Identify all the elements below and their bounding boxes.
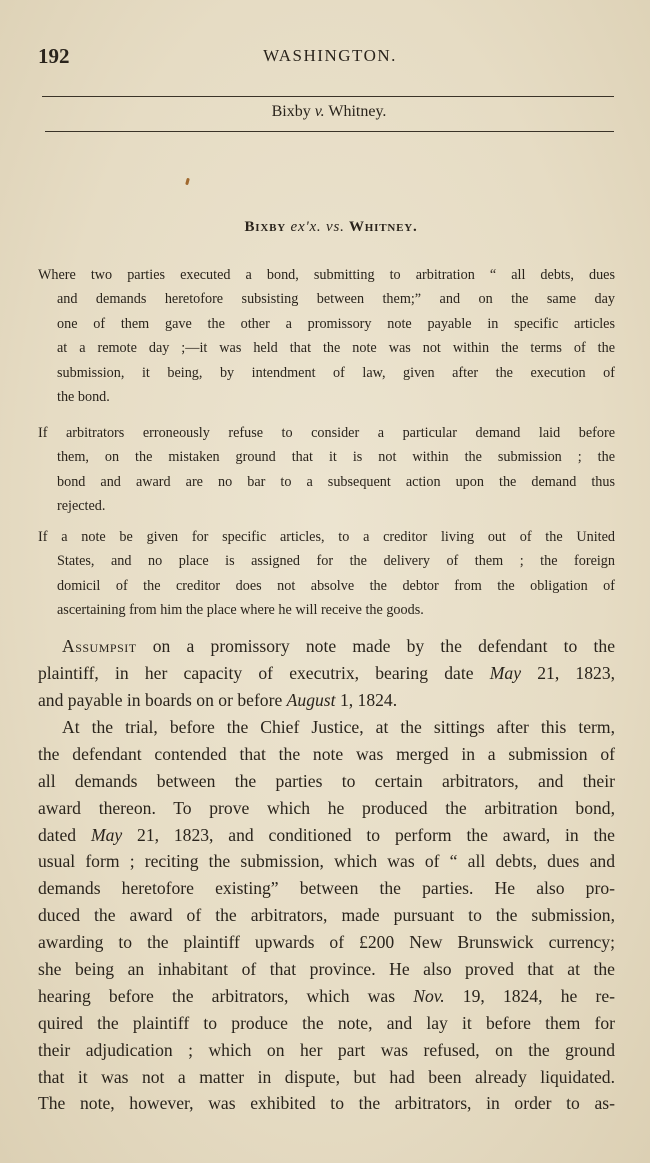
text-segment: all demands between the parties to certain arbitrators, and their xyxy=(38,770,615,791)
text-segment: duced the award of the arbitrators, made pursuant to the submission, xyxy=(38,905,615,926)
headnote-line: one of them gave the other a promissory note payable in specific articles xyxy=(57,315,615,332)
body-line xyxy=(38,822,615,849)
text-segment: hearing before the arbitrators, which was xyxy=(38,985,414,1006)
text-segment: 19, 1824, he re- xyxy=(444,985,615,1006)
headnote-line: at a remote day ;—it was held that the note was not within the terms of the xyxy=(57,340,615,357)
italic-text: August xyxy=(286,689,336,710)
italic-text: May xyxy=(90,824,123,845)
headnote-line: and demands heretofore subsisting between them;” and on the same day xyxy=(57,291,615,308)
body-line xyxy=(38,848,615,875)
header-rule-top xyxy=(42,96,614,97)
text-segment: awarding to the plaintiff upwards of £200 New Brunswick currency; xyxy=(38,932,615,953)
headnote-line: bond and award are no bar to a subsequent action upon the demand thus xyxy=(57,473,615,490)
page-number: 192 xyxy=(38,44,70,68)
title-party-2: Whitney. xyxy=(348,219,418,235)
header-rule-bottom xyxy=(45,131,614,132)
headnote-3 xyxy=(38,525,615,623)
text-segment: usual form ; reciting the submission, which was of “ all debts, dues and xyxy=(38,851,615,872)
text-segment: 1, 1824. xyxy=(335,689,398,710)
headnote-line: States, and no place is assigned for the delivery of them ; the foreign xyxy=(57,553,615,570)
case-running-title xyxy=(0,103,650,121)
text-segment: 21, 1823, and conditioned to perform the award, in the xyxy=(122,824,615,845)
small-caps-text: Assumpsit xyxy=(62,636,137,656)
case-versus: v. xyxy=(314,103,325,120)
body-line xyxy=(38,768,615,795)
text-segment: demands heretofore existing” between the parties. He also pro- xyxy=(38,878,615,899)
case-title xyxy=(0,219,650,236)
body-line xyxy=(38,741,615,768)
italic-text: Nov. xyxy=(413,985,445,1006)
headnote-line: If arbitrators erroneously refuse to consider a particular demand laid before xyxy=(38,425,615,441)
body-line xyxy=(38,1037,615,1064)
text-segment: that it was not a matter in dispute, but had been already liquidated. xyxy=(38,1066,615,1087)
body-line xyxy=(38,1010,615,1037)
headnote-line: the bond. xyxy=(57,388,110,405)
italic-text: May xyxy=(489,662,522,683)
text-segment: award thereon. To prove which he produced the arbitration bond, xyxy=(38,797,615,818)
headnote-1 xyxy=(38,263,615,409)
case-party-1: Bixby xyxy=(271,103,311,120)
text-segment: At the trial, before the Chief Justice, at the sittings after this term, xyxy=(62,717,615,737)
text-segment: dated xyxy=(38,824,91,845)
body-line xyxy=(38,956,615,983)
body-line xyxy=(38,714,615,741)
running-head: WASHINGTON. xyxy=(263,46,397,65)
text-segment: 21, 1823, xyxy=(521,662,616,683)
text-segment: the defendant contended that the note was merged in a submission of xyxy=(38,743,615,764)
text-segment: plaintiff, in her capacity of executrix, bearing date xyxy=(38,662,490,683)
headnote-line: submission, it being, by intendment of law, given after the execution of xyxy=(57,364,615,381)
title-versus: vs. xyxy=(326,219,345,235)
title-party-1: Bixby xyxy=(244,219,286,235)
body-line xyxy=(38,983,615,1010)
body-line xyxy=(38,660,615,687)
text-segment: their adjudication ; which on her part was refused, on the ground xyxy=(38,1039,615,1060)
ink-spot xyxy=(185,178,190,186)
text-segment: and payable in boards on or before xyxy=(38,689,287,710)
body-line xyxy=(38,633,615,660)
headnote-line: If a note be given for specific articles, to a creditor living out of the United xyxy=(38,529,615,545)
headnote-line: ascertaining from him the place where he will receive the goods. xyxy=(57,602,424,619)
body-line xyxy=(38,902,615,929)
headnote-line: Where two parties executed a bond, submitting to arbitration “ all debts, dues xyxy=(38,267,615,283)
headnote-line: them, on the mistaken ground that it is not within the submission ; the xyxy=(57,449,615,466)
body-line xyxy=(38,929,615,956)
headnote-2 xyxy=(38,421,615,519)
body-line xyxy=(38,1090,615,1117)
body-line xyxy=(38,687,615,714)
title-qualifier: ex'x. xyxy=(290,219,322,235)
body-line xyxy=(38,795,615,822)
text-segment: quired the plaintiff to produce the note, and lay it before them for xyxy=(38,1012,615,1033)
case-party-2: Whitney. xyxy=(328,103,387,120)
text-segment: The note, however, was exhibited to the arbitrators, in order to as- xyxy=(38,1093,615,1114)
body-line xyxy=(38,875,615,902)
body-line xyxy=(38,1064,615,1091)
body-paragraph-2 xyxy=(38,714,615,1117)
body-paragraph-1 xyxy=(38,633,615,714)
text-segment: on a promissory note made by the defendant to the xyxy=(136,636,615,656)
headnote-line: rejected. xyxy=(57,498,106,515)
headnote-line: domicil of the creditor does not absolve the debtor from the obligation of xyxy=(57,577,615,594)
text-segment: she being an inhabitant of that province. He also proved that at the xyxy=(38,959,615,980)
